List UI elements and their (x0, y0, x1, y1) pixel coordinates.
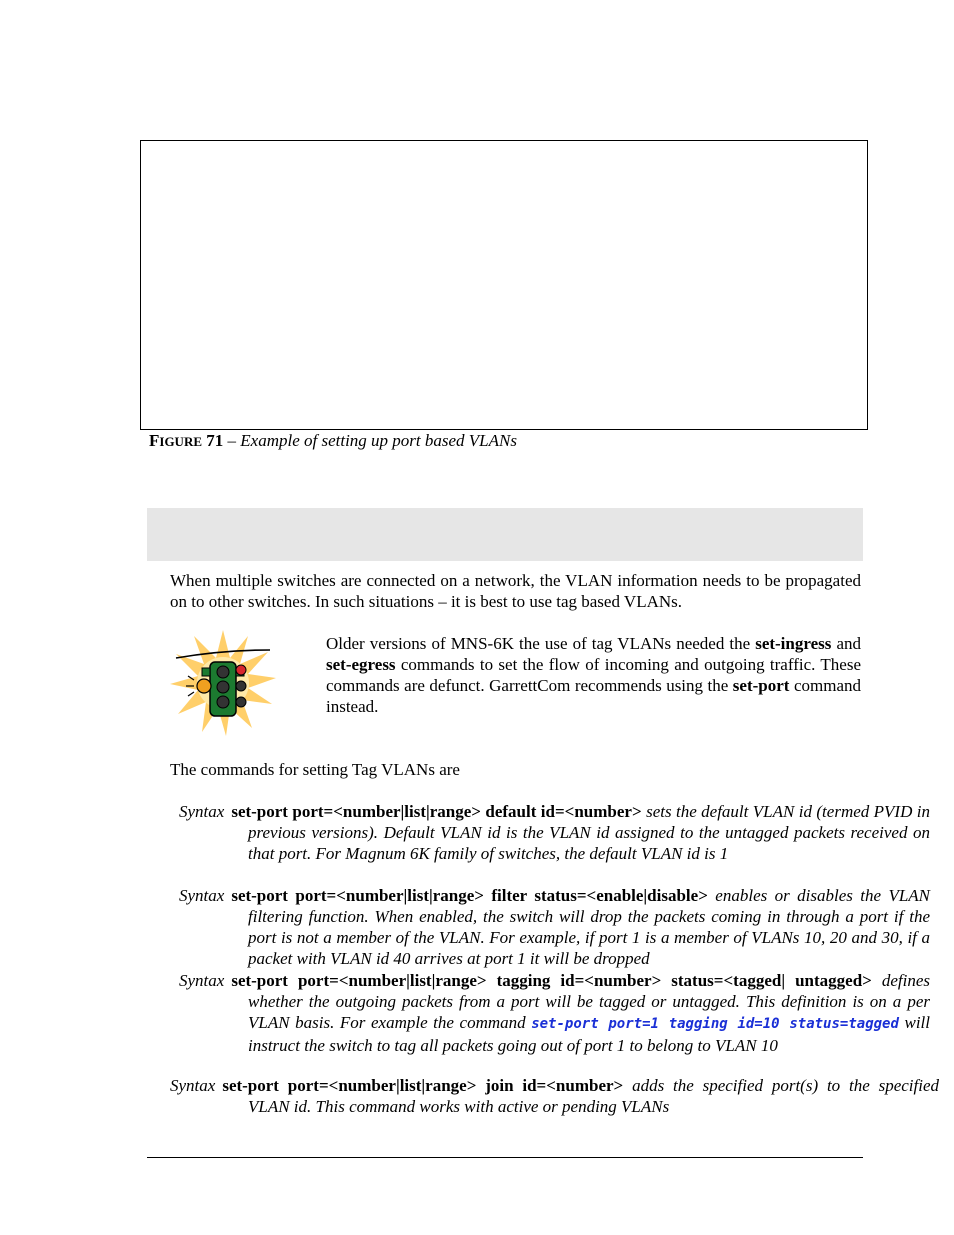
syntax-command: set-port port=<number|list|range> join id=<number> (222, 1076, 624, 1095)
syntax-description: defines whether the outgoing packets from a port will be tagged or untagged. This definition is on a per VLAN basis. For example the command (248, 971, 931, 1032)
syntax-command: set-port port=<number|list|range> tagging id=<number> status=<tagged| untagged> (231, 971, 872, 990)
note-paragraph: Older versions of MNS-6K the use of tag VLANs needed the set-ingress and set-egress commands to set the flow of incoming and outgoing traffic. These commands are defunct. GarrettCom recommends using the set-port command instead. (326, 634, 861, 716)
syntax-entry (179, 970, 930, 1056)
syntax-description: sets the default VLAN id (termed PVID in previous versions). Default VLAN id is the VLAN id assigned to the untagged packets received on that port. For Magnum 6K family of switches, the default VLAN id is 1 (248, 802, 931, 863)
intro-paragraph: When multiple switches are connected on a network, the VLAN information needs to be propagated on to other switches. In such situations – it is best to use tag based VLANs. (170, 571, 861, 611)
lead-paragraph: The commands for setting Tag VLANs are (170, 760, 460, 779)
syntax-keyword: Syntax (179, 971, 225, 990)
example-command-code: set-port port=1 tagging id=10 status=tagged (531, 1016, 899, 1032)
syntax-description: enables or disables the VLAN filtering function. When enabled, the switch will drop the packets coming in through a port if the port is not a member of the VLAN. For example, if port 1 is a member of VLANs 10, 20 and 30, if a packet with VLAN id 40 arrives at port 1 it will be dropped (248, 886, 931, 968)
figure-number: 71 (206, 431, 224, 450)
syntax-description-cont: will instruct the switch to tag all packets going out of port 1 to belong to VLAN 10 (248, 1013, 931, 1055)
syntax-description: adds the specified port(s) to the specified VLAN id. This command works with active or pending VLANs (248, 1076, 939, 1116)
syntax-entry (179, 801, 930, 864)
section-heading-bar (147, 508, 863, 561)
syntax-command: set-port port=<number|list|range> default id=<number> (231, 802, 642, 821)
syntax-entry (179, 885, 930, 969)
syntax-entry (170, 1075, 939, 1117)
footer-rule (147, 1157, 863, 1158)
traffic-light-icon (168, 628, 278, 738)
syntax-keyword: Syntax (179, 802, 225, 821)
figure-caption-text: Example of setting up port based VLANs (240, 431, 517, 450)
figure-caption: FIGURE 71 – Example of setting up port based VLANs (149, 431, 517, 450)
syntax-command: set-port port=<number|list|range> filter status=<enable|disable> (231, 886, 708, 905)
syntax-keyword: Syntax (179, 886, 225, 905)
figure-frame (140, 140, 868, 430)
syntax-keyword: Syntax (170, 1076, 216, 1095)
figure-label: FIGURE 71 (149, 431, 224, 450)
